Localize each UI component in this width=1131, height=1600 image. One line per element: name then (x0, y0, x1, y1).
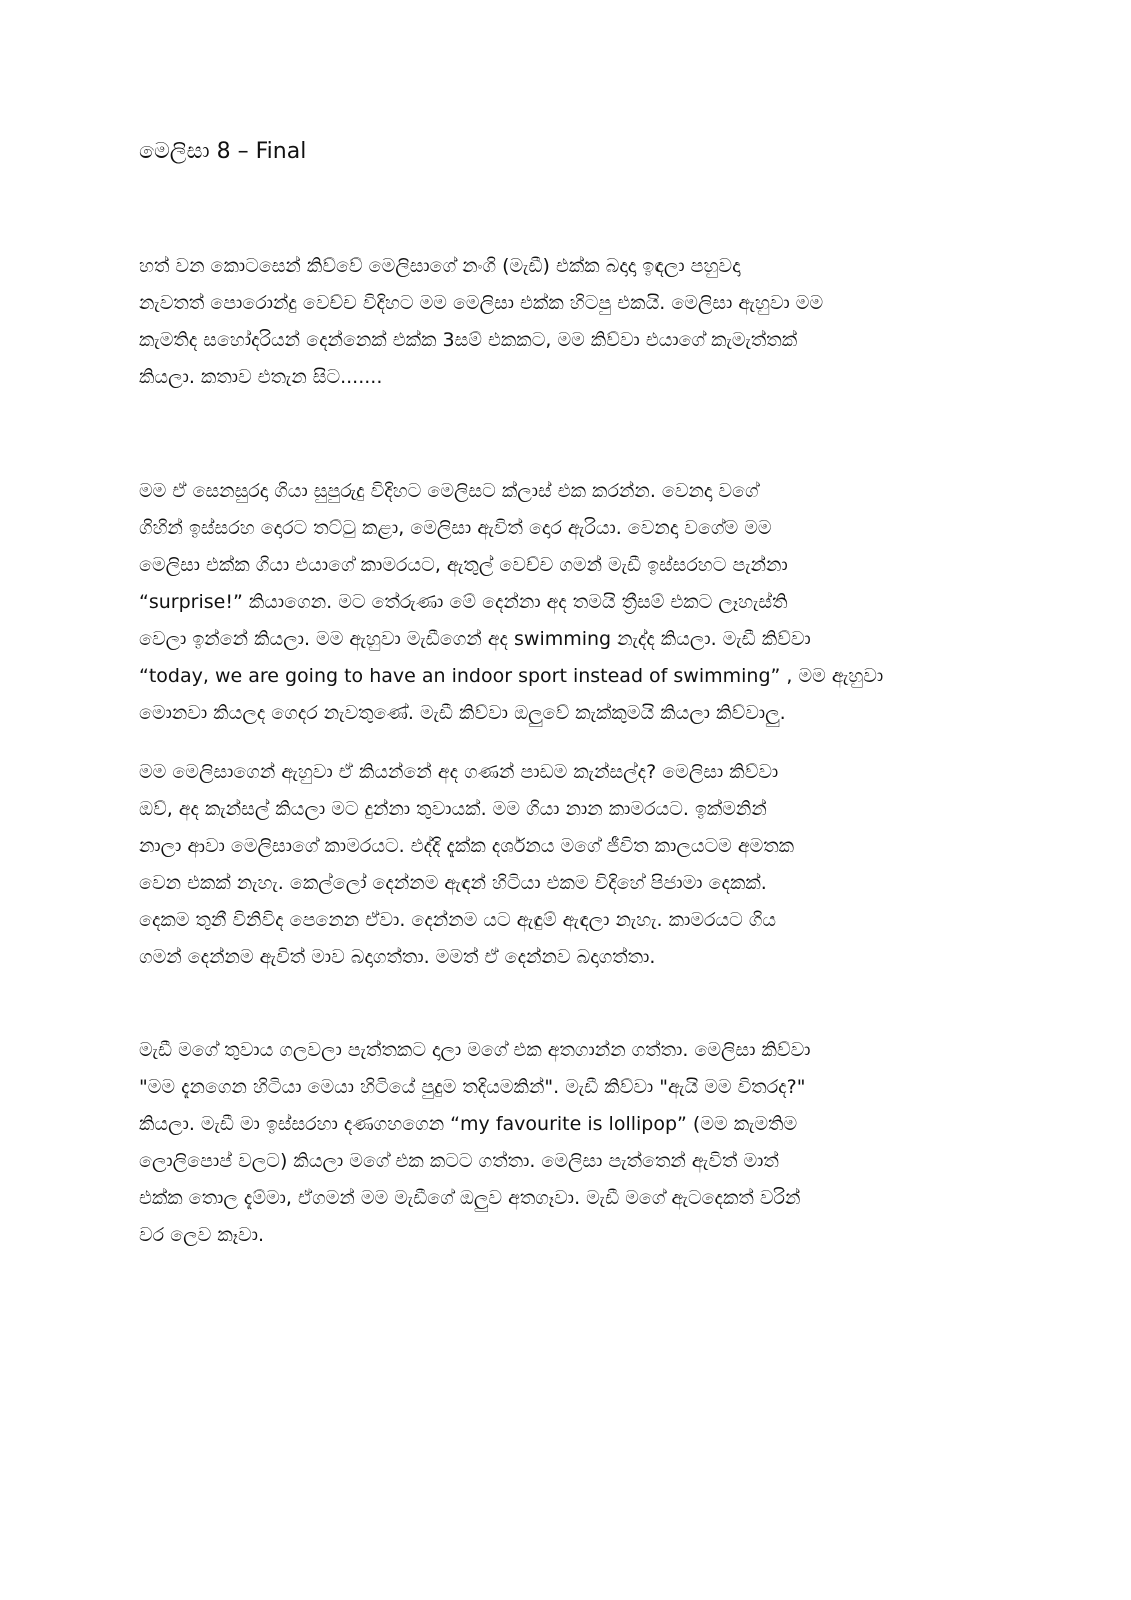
text-line: වර ලෙව කෑවා. (139, 1224, 264, 1246)
text-line: දෙකම තුනී විනිවිද පෙනෙන ඒවා. දෙන්නම යට ඇඳුම් ඇඳලා නැහැ. කාමරයට ගිය (139, 909, 777, 931)
text-line: කියලා. කතාව එතැන සිට....... (139, 366, 383, 388)
paragraph-2 (139, 473, 999, 732)
text-line: කැමතිද සහෝදරියන් දෙන්නෙක් එක්ක 3සම් එකකට, මම කිව්වා එයාගේ කැමැත්තක් (139, 329, 798, 351)
text-line: මම ඒ සෙනසුරදා ගියා සුපුරුදු විදිහට මෙලිසට ක්ලාස් එක කරන්න. වෙනදා වගේ (139, 480, 759, 502)
paragraph-1 (139, 248, 999, 396)
text-line: නැවතත් පොරොන්දු වෙච්ච විදිහට මම මෙලිසා එක්ක හිටපු එකයි. මෙලිසා ඇහුවා මම (139, 292, 824, 314)
text-line: හත් වන කොටසෙන් කිව්වේ මෙලිසාගේ නංගි (මැඩී) එක්ක බදාදා ඉඳලා පහුවදා (139, 255, 741, 277)
text-line: මම මෙලිසාගෙන් ඇහුවා ඒ කියන්නේ අද ගණන් පාඩම කැන්සල්ද? මෙලිසා කිව්වා (139, 761, 779, 783)
paragraph-3 (139, 754, 999, 976)
text-line: වෙලා ඉන්නේ කියලා. මම ඇහුවා මැඩීගෙන් අද swimming නැද්ද කියලා. මැඩී කිව්වා (139, 628, 811, 650)
text-line: මෙලිසා එක්ක ගියා එයාගේ කාමරයට, ඇතුල් වෙච්ච ගමන් මැඩී ඉස්සරහට පැන්නා (139, 554, 788, 576)
text-line: වෙන එකක් නැහැ. කෙල්ලෝ දෙන්නම ඇඳන් හිටියා එකම විදිහේ පිජාමා දෙකක්. (139, 872, 767, 894)
document-title: මෙලිසා 8 – Final (139, 139, 307, 164)
text-line: ගමන් දෙන්නම ඇවිත් මාව බදාගත්තා. මමත් ඒ දෙන්නව බදාගත්තා. (139, 946, 656, 968)
text-line: කියලා. මැඩී මා ඉස්සරහා දණගහගෙන “my favourite is lollipop” (මම කැමතිම (139, 1113, 798, 1135)
text-line: එක්ක තොල දැම්මා, ඒගමන් මම මැඩීගේ ඔලුව අතගෑවා. මැඩී මගේ ඇටදෙකත් වරින් (139, 1187, 801, 1209)
text-line: “today, we are going to have an indoor sport instead of swimming” , මම ඇහුවා (139, 665, 884, 687)
text-line: ලොලිපොප් වලට) කියලා මගේ එක කටට ගත්තා. මෙලිසා පැත්තෙන් ඇවිත් මාත් (139, 1150, 779, 1172)
text-line: ගිහින් ඉස්සරහ දොරට තට්ටු කළා, මෙලිසා ඇවිත් දොර ඇරියා. වෙනදා වගේම මම (139, 517, 772, 539)
text-line: "මම දැනගෙන හිටියා මෙයා හිටියේ පුදුම තදියමකින්". මැඩී කිව්වා "ඇයි මම විතරද?" (139, 1076, 806, 1098)
text-line: මොනවා කියලද ගෙදර නැවතුණේ. මැඩී කිව්වා ඔලුවේ කැක්කුමයි කියලා කිව්වාලු. (139, 702, 786, 724)
text-line: “surprise!” කියාගෙන. මට තේරුණා මේ දෙන්නා අද තමයි ත්‍රීසම් එකට ලෑහැස්ති (139, 591, 788, 613)
text-line: නාලා ආවා මෙලිසාගේ කාමරයට. එද්දි දැක්ක දර්ශනය මගේ ජීවිත කාලයටම අමතක (139, 835, 795, 857)
text-line: මැඩී මගේ තුවාය ගලවලා පැත්තකට දාලා මගේ එක අතගාන්න ගත්තා. මෙලිසා කිව්වා (139, 1039, 811, 1061)
paragraph-4 (139, 1032, 999, 1254)
text-line: ඔව්, අද කැන්සල් කියලා මට දුන්නා තුවායක්. මම ගියා නාන කාමරයට. ඉක්මනින් (139, 798, 767, 820)
